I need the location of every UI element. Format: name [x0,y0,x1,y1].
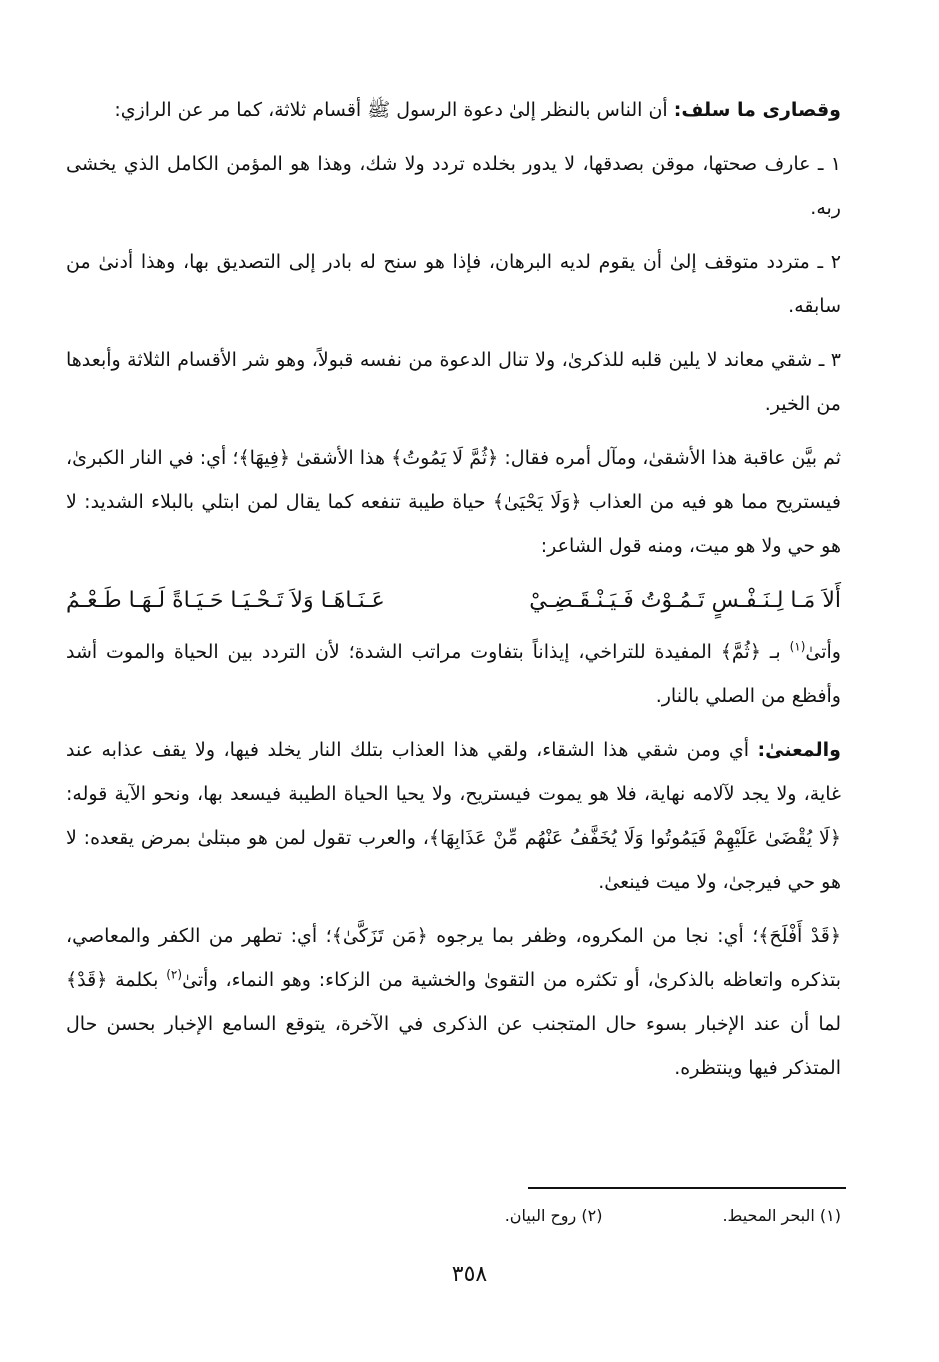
quran-quote: ﴿مَن تَزَكَّىٰ﴾ [331,925,428,947]
text-run: أي ومن شقي هذا الشقاء، ولقي هذا العذاب بتلك النار يخلد فيها، ولا يقف عذابه عند غاية، ولا يجد لآلامه نهاية، فلا هو يموت فيستريح، ولا يحيا الحياة الطيبة فيسعد بها، ونحو الآية قوله: [66,739,841,805]
text-run: ثم بيَّن عاقبة هذا الأشقىٰ، ومآل أمره فقال: [498,447,842,469]
text-run: ؛ أي: في النار الكبرىٰ، فيستريح مما هو فيه من العذاب [66,447,841,513]
verse-second-hemistich: عَـنَـاهَـا وَلاَ تَـحْـيَـا حَـيَـاةً لَـهَـا طَـعْـمُ [66,588,385,613]
list-item-2: ٢ ـ متردد متوقف إلىٰ أن يقوم لديه البرهان، فإذا هو سنح له بادر إلى التصديق بها، وهذا أدنىٰ من سابقه. [66,251,841,317]
text-run: ؛ أي: نجا من المكروه، وظفر بما يرجوه [427,925,759,947]
summary-paragraph [66,88,841,132]
paragraph-thumma [66,630,841,718]
paragraph-aflaha [66,914,841,1090]
text-run: المفيدة للتراخي، إيذاناً بتفاوت مراتب الشدة؛ لأن التردد بين الحياة والموت أشد وأفظع من الصلي بالنار. [66,641,841,707]
summary-text: أن الناس بالنظر إلىٰ دعوة الرسول ﷺ أقسام ثلاثة، كما مر عن الرازي: [114,99,674,121]
list-item-3: ٣ ـ شقي معاند لا يلين قلبه للذكرىٰ، ولا تنال الدعوة من نفسه قبولاً، وهو شر الأقسام الثلاثة وأبعدها من الخير. [66,349,841,415]
text-run: ؛ أي: تطهر من الكفر والمعاصي، بتذكره واتعاظه بالذكرىٰ، أو تكثره من التقوىٰ والخشية من الزكاء: وهو النماء، وأتىٰ [66,925,841,991]
footnote-1: (١) البحر المحيط. [722,1206,841,1225]
quran-quote: ﴿ثُمَّ﴾ [720,641,761,663]
text-run: هذا الأشقىٰ [290,447,392,469]
text-run: لما أن عند الإخبار بسوء حال المتجنب عن الذكرى في الآخرة، يتوقع السامع الإخبار بحسن حال المتذكر فيها وينتظره. [66,1013,841,1079]
list-item-1: ١ ـ عارف صحتها، موقن بصدقها، لا يدور بخلده تردد ولا شك، وهذا هو المؤمن الكامل الذي يخشى ربه. [66,153,841,219]
text-run: بـ [760,641,790,663]
text-run: حياة طيبة تنفعه كما يقال لمن ابتلي بالبلاء الشديد: لا هو حي ولا هو ميت، ومنه قول الشاعر: [66,491,841,557]
quran-quote: ﴿ثُمَّ لَا يَمُوتُ﴾ [391,447,499,469]
footnote-ref-1[interactable]: (١) [789,639,806,654]
footnote-divider [528,1187,846,1189]
quran-quote: ﴿قَدْ﴾ [66,969,108,991]
paragraph-fate [66,436,841,568]
footnote-2: (٢) روح البيان. [504,1206,603,1225]
verse-first-hemistich: أَلاَ مَـا لِـنَـفْـسٍ تَـمُـوْتُ فَـيَـنْـقَـضِـيْ [529,588,841,613]
meaning-label: والمعنىٰ: [757,739,841,761]
text-run: وأتىٰ [805,641,841,663]
quran-quote: ﴿لَا يُقْضَىٰ عَلَيْهِمْ فَيَمُوتُوا وَلَا يُخَفَّفُ عَنْهُم مِّنْ عَذَابِهَا﴾ [428,827,841,849]
footnotes [281,1203,841,1229]
quran-quote: ﴿قَدْ أَفْلَحَ﴾ [758,925,841,947]
footnote-ref-2[interactable]: (٢) [166,967,183,982]
quran-quote: ﴿فِيهَا﴾ [238,447,291,469]
page-number: ٣٥٨ [451,1262,488,1287]
text-run: ، والعرب تقول لمن هو مبتلىٰ بمرض يقعده: لا هو حي فيرجىٰ، ولا ميت فينعىٰ. [66,827,841,893]
main-text [66,88,841,1100]
summary-label: وقصارى ما سلف: [673,99,841,121]
quran-quote: ﴿وَلَا يَحْيَىٰ﴾ [492,491,582,513]
poetry-verse [66,578,841,624]
paragraph-meaning [66,728,841,904]
text-run: بكلمة [107,969,167,991]
